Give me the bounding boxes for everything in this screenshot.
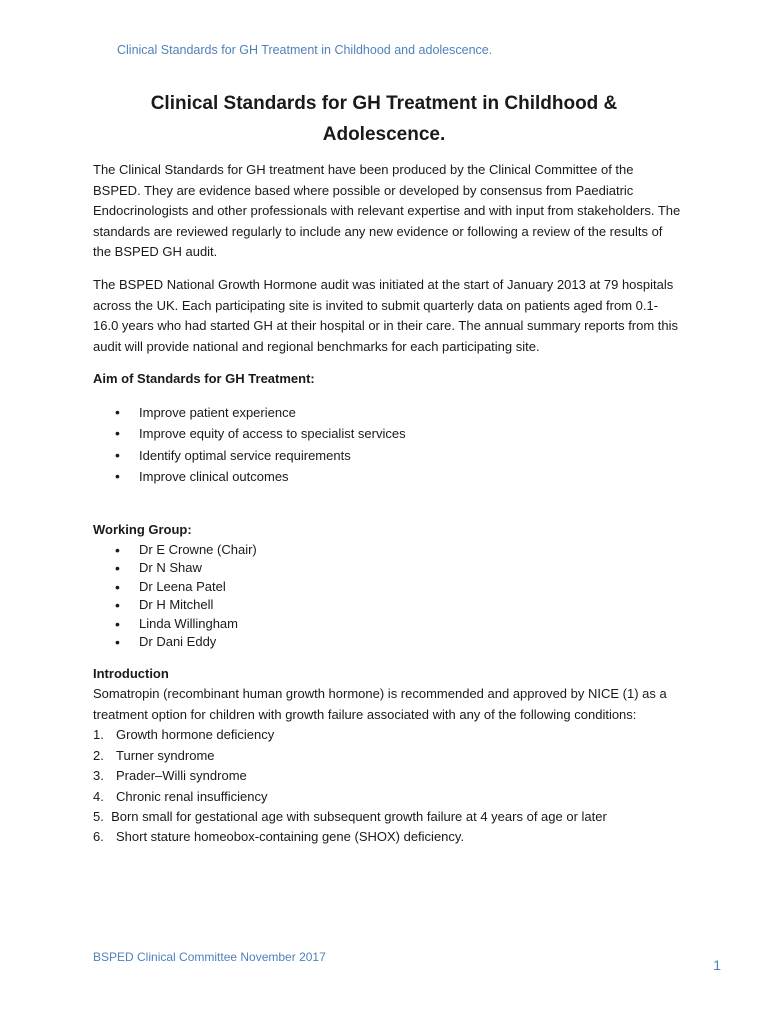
aim-item: • Improve equity of access to specialist services — [93, 423, 683, 445]
condition-item — [93, 807, 683, 827]
condition-item — [93, 725, 683, 745]
page-number: 1 — [713, 957, 721, 973]
condition-text: Born small for gestational age with subsequent growth failure at 4 years of age or later — [111, 808, 607, 824]
condition-item — [93, 746, 683, 766]
working-group-member: • Dr E Crowne (Chair) — [93, 541, 683, 560]
working-group-member: • Dr H Mitchell — [93, 596, 683, 615]
introduction-text: Somatropin (recombinant human growth hormone) is recommended and approved by NICE (1) as a treatment option for children with growth failure associated with any of the following conditions: — [93, 686, 667, 722]
condition-text: Chronic renal insufficiency — [116, 788, 268, 804]
condition-item — [93, 766, 683, 786]
condition-number: 4. — [93, 788, 104, 804]
condition-text: Prader–Willi syndrome — [116, 768, 247, 784]
introduction-heading: Introduction — [93, 665, 169, 681]
working-group-heading: Working Group: — [93, 521, 192, 537]
condition-number: 3. — [93, 768, 104, 784]
conditions-list — [93, 725, 683, 847]
working-group-member: • Dr Leena Patel — [93, 578, 683, 597]
document-body — [93, 160, 683, 848]
aim-list — [93, 402, 683, 488]
condition-number: 5. — [93, 808, 104, 824]
condition-text: Growth hormone deficiency — [116, 727, 275, 743]
aim-heading: Aim of Standards for GH Treatment: — [93, 371, 315, 387]
document-title — [93, 88, 675, 150]
title-line-1: Clinical Standards for GH Treatment in Childhood & — [150, 93, 618, 114]
title-line-2: Adolescence. — [322, 124, 446, 145]
intro-paragraph-2: The BSPED National Growth Hormone audit was initiated at the start of January 2013 at 79 hospitals across the UK. Each participating site is invited to submit quarterly data on patients aged from 0.1-16.0 years who had started GH at their hospital or in their care. The annual summary reports from this audit will provide national and regional benchmarks for each participating site. — [93, 276, 679, 354]
aim-item: • Improve clinical outcomes — [93, 466, 683, 488]
condition-item — [93, 827, 683, 847]
aim-item: • Identify optimal service requirements — [93, 445, 683, 467]
condition-text: Turner syndrome — [116, 747, 215, 763]
aim-item: • Improve patient experience — [93, 402, 683, 424]
running-header: Clinical Standards for GH Treatment in Childhood and adolescence. — [117, 43, 493, 57]
working-group-member: • Linda Willingham — [93, 615, 683, 634]
condition-number: 6. — [93, 829, 104, 845]
intro-paragraph-1: The Clinical Standards for GH treatment have been produced by the Clinical Committee of the BSPED. They are evidence based where possible or developed by consensus from Paediatric Endocrinologists and other professionals with relevant expertise and with input from stakeholders. The standards are reviewed regularly to include any new evidence or following a review of the results of the BSPED GH audit. — [93, 162, 681, 260]
condition-number: 1. — [93, 727, 104, 743]
working-group-member: • Dr Dani Eddy — [93, 633, 683, 652]
condition-item — [93, 787, 683, 807]
condition-text: Short stature homeobox-containing gene (SHOX) deficiency. — [116, 829, 465, 845]
footer-text: BSPED Clinical Committee November 2017 — [93, 950, 326, 964]
working-group-list — [93, 541, 683, 652]
condition-number: 2. — [93, 747, 104, 763]
working-group-member: • Dr N Shaw — [93, 559, 683, 578]
